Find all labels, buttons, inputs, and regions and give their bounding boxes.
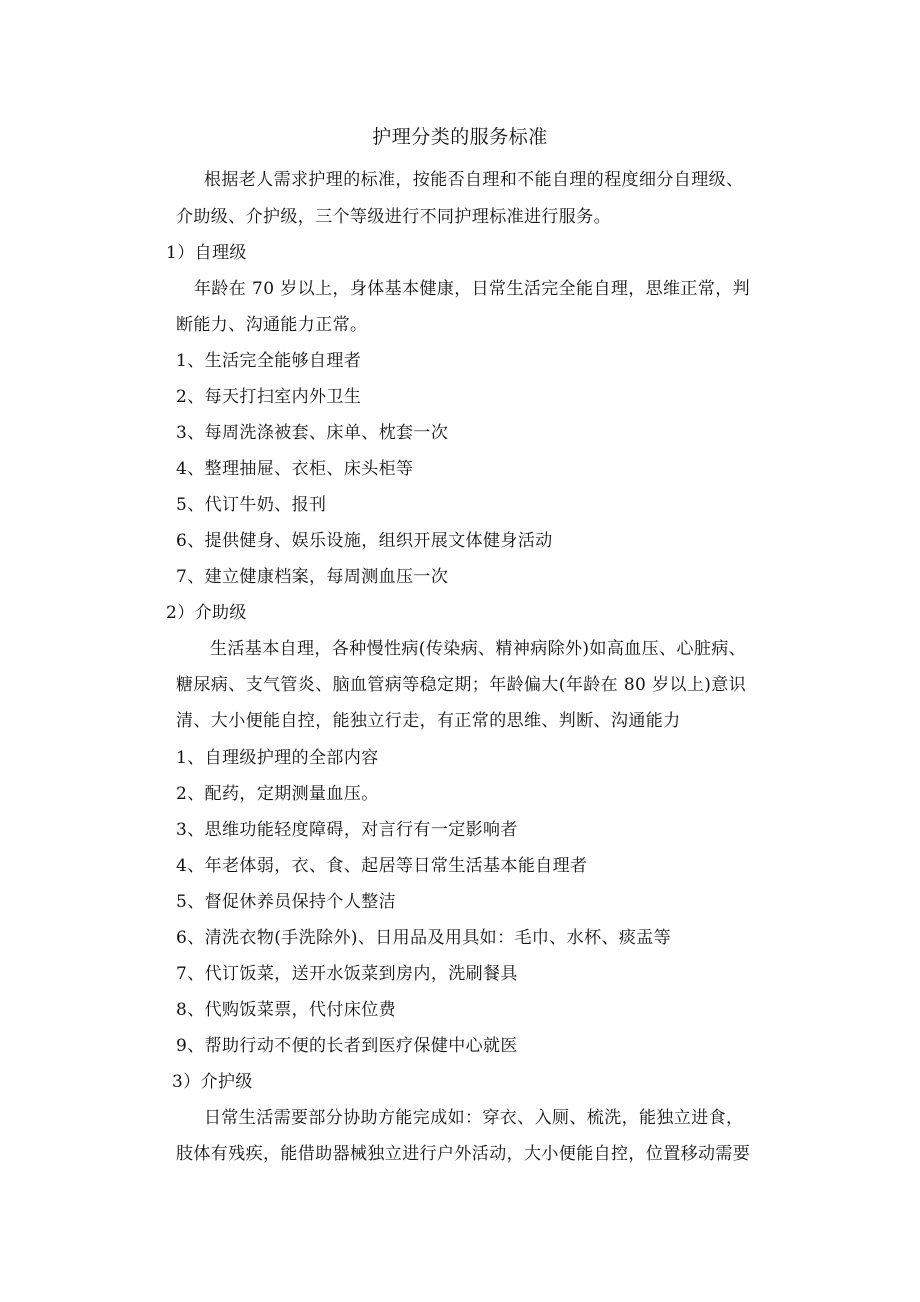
section-1-desc-line-2: 断能力、沟通能力正常。 bbox=[176, 315, 368, 335]
section-1-heading: 1）自理级 bbox=[166, 243, 247, 263]
section-2-desc-line-3: 清、大小便能自控，能独立行走，有正常的思维、判断、沟通能力 bbox=[176, 711, 681, 731]
section-1-item: 6、提供健身、娱乐设施，组织开展文体健身活动 bbox=[176, 531, 553, 551]
section-2-item: 9、帮助行动不便的长者到医疗保健中心就医 bbox=[176, 1036, 518, 1056]
section-2-item: 8、代购饭菜票，代付床位费 bbox=[176, 1000, 397, 1020]
section-3-desc-line-1: 日常生活需要部分协助方能完成如：穿衣、入厕、梳洗，能独立进食， bbox=[204, 1108, 744, 1128]
section-2-item: 2、配药，定期测量血压。 bbox=[176, 784, 379, 804]
section-2-item: 1、自理级护理的全部内容 bbox=[176, 748, 379, 768]
section-2-item: 7、代订饭菜，送开水饭菜到房内，洗刷餐具 bbox=[176, 964, 518, 984]
intro-line-1: 根据老人需求护理的标准，按能否自理和不能自理的程度细分自理级、 bbox=[204, 170, 744, 190]
section-2-desc-line-2: 糖尿病、支气管炎、脑血管病等稳定期；年龄偏大(年龄在 80 岁以上)意识 bbox=[176, 675, 747, 695]
section-2-item: 3、思维功能轻度障碍，对言行有一定影响者 bbox=[176, 820, 518, 840]
section-1-item: 3、每周洗涤被套、床单、枕套一次 bbox=[176, 423, 449, 443]
intro-line-2: 介助级、介护级，三个等级进行不同护理标准进行服务。 bbox=[176, 207, 611, 227]
section-1-item: 4、整理抽屉、衣柜、床头柜等 bbox=[176, 459, 414, 479]
section-1-item: 5、代订牛奶、报刊 bbox=[176, 495, 327, 515]
section-2-item: 6、清洗衣物(手洗除外)、日用品及用具如：毛巾、水杯、痰盂等 bbox=[176, 928, 672, 948]
section-2-desc-line-1: 生活基本自理，各种慢性病(传染病、精神病除外)如高血压、心脏病、 bbox=[210, 639, 747, 659]
document-title: 护理分类的服务标准 bbox=[372, 126, 548, 148]
section-3-heading: 3）介护级 bbox=[172, 1072, 253, 1092]
section-1-desc-line-1: 年龄在 70 岁以上，身体基本健康，日常生活完全能自理，思维正常，判 bbox=[194, 279, 751, 299]
section-2-item: 4、年老体弱，衣、食、起居等日常生活基本能自理者 bbox=[176, 856, 588, 876]
section-1-item: 1、生活完全能够自理者 bbox=[176, 351, 362, 371]
section-2-heading: 2）介助级 bbox=[166, 603, 247, 623]
section-1-item: 2、每天打扫室内外卫生 bbox=[176, 387, 362, 407]
section-1-item: 7、建立健康档案，每周测血压一次 bbox=[176, 567, 449, 587]
section-3-desc-line-2: 肢体有残疾，能借助器械独立进行户外活动，大小便能自控，位置移动需要 bbox=[176, 1144, 751, 1164]
section-2-item: 5、督促休养员保持个人整洁 bbox=[176, 892, 397, 912]
